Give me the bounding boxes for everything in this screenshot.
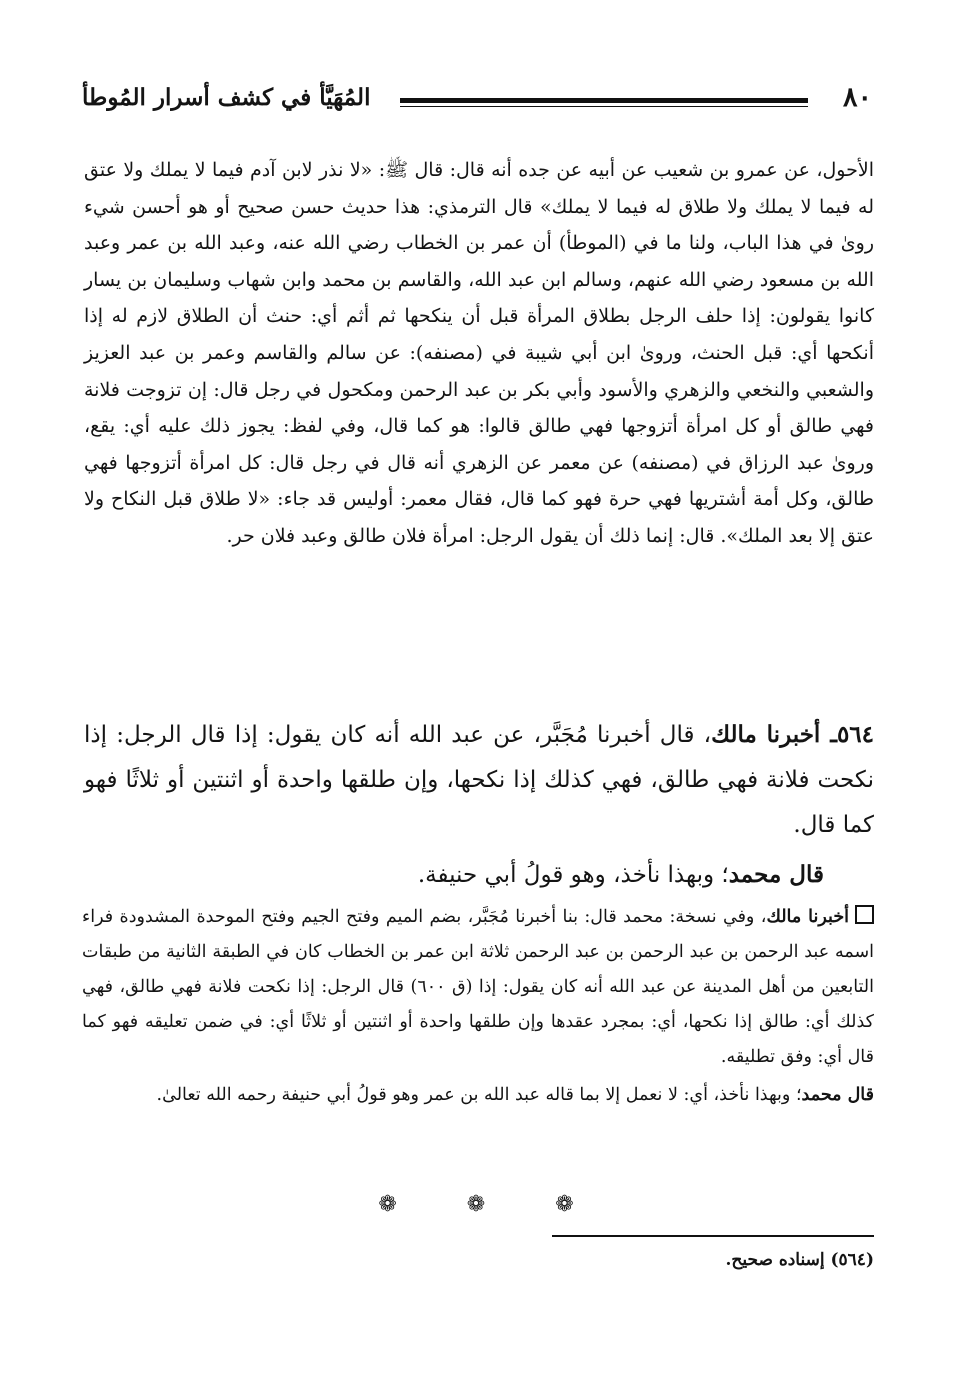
flower-ornament-icon: ❁ bbox=[466, 1192, 496, 1217]
section-separator bbox=[0, 1192, 962, 1217]
header-rule bbox=[400, 98, 808, 107]
hadith-number-label: ٥٦٤ـ أخبرنا مالك bbox=[711, 721, 874, 748]
square-bullet-icon bbox=[855, 905, 874, 924]
hadith-text-block bbox=[84, 712, 874, 848]
muhammad-statement bbox=[84, 852, 874, 898]
muhammad-label: قال محمد bbox=[728, 861, 824, 888]
commentary-text-2: ؛ وبهذا نأخذ، أي: لا نعمل إلا بما قاله عبد الله بن عمر وهو قولُ أبي حنيفة رحمه الله تعالىٰ. bbox=[156, 1085, 802, 1105]
commentary-text-1: ، وفي نسخة: محمد قال: بنا أخبرنا مُجَبَّر، بضم الميم وفتح الجيم وفتح الموحدة المشدودة فراء اسمه عبد الرحمن بن عبد الرحمن بن عبد الرحمن ثلاثة ابن عمر بن الخطاب كان في الطبقة الثانية من طبقات التابعين من أهل المدينة عن عبد الله أنه كان يقول: إذا (ق ٦٠٠) قال الرجل: إذا نكحت فلانة فهي طالق، فهي كذلك أي: طالق إذا نكحها، أي: بمجرد عقدها وإن طلقها واحدة أو اثنتين أو ثلاثًا أي: في ضمن تعليقه فهو كما قال أي: وفق تطليقه. bbox=[82, 907, 874, 1067]
flower-ornament-icon: ❁ bbox=[555, 1192, 584, 1217]
commentary-paragraph-1 bbox=[82, 900, 874, 1075]
muhammad-text: ؛ وبهذا نأخذ، وهو قولُ أبي حنيفة. bbox=[417, 862, 729, 888]
hadith-564 bbox=[84, 712, 874, 898]
footnote-rule bbox=[552, 1235, 874, 1237]
footnote: (٥٦٤) إسناده صحيح. bbox=[725, 1250, 874, 1270]
flower-ornament-icon: ❁ bbox=[378, 1192, 407, 1217]
commentary-paragraph-2 bbox=[82, 1078, 874, 1113]
hadith-text: ، قال أخبرنا مُجَبَّر، عن عبد الله أنه كان يقول: إذا قال الرجل: إذا نكحت فلانة فهي طالق، فهي كذلك إذا نكحها، وإن طلقها واحدة أو اثنتين أو ثلاثًا فهو كما قال. bbox=[84, 722, 874, 838]
commentary bbox=[82, 900, 874, 1113]
main-paragraph: الأحول، عن عمرو بن شعيب عن أبيه عن جده أنه قال: قال ﷺ: «لا نذر لابن آدم فيما لا يملك ولا عتق له فيما لا يملك ولا طلاق له فيما لا يملك» قال الترمذي: هذا حديث حسن صحيح أو هو أحسن شيء روىٰ في هذا الباب، ولنا ما في (الموطأ) أن عمر بن الخطاب رضي الله عنه، وعبد الله بن عمر وعبد الله بن مسعود رضي الله عنهم، وسالم ابن عبد الله، والقاسم بن محمد وابن شهاب وسليمان بن يسار كانوا يقولون: إذا حلف الرجل بطلاق المرأة قبل أن ينكحها ثم أثم أي: حنث أن الطلاق لازم له إذا أنكحها أي: قبل الحنث، وروىٰ ابن أبي شيبة في (مصنفه): عن سالم والقاسم وعمر بن عبد العزيز والشعبي والنخعي والزهري والأسود وأبي بكر بن عبد الرحمن ومكحول في رجل قال: إن تزوجت فلانة فهي طالق أو كل امرأة أتزوجها فهي طالق قالوا: هو كما قال، وفي لفظ: يجوز ذلك عليه أي: يقع، وروىٰ عبد الرزاق في (مصنفه) عن معمر عن الزهري أنه قال في رجل قال: كل امرأة أتزوجها فهي طالق، وكل أمة أشتريها فهي حرة فهو كما قال، فقال معمر: أوليس قد جاء: «لا طلاق قبل النكاح ولا عتق إلا بعد الملك». قال: إنما ذلك أن يقول الرجل: امرأة فلان طالق وعبد فلان حر. bbox=[84, 159, 874, 547]
book-title: المُهَيَّأ في كشف أسرار المُوطأ bbox=[82, 84, 371, 111]
commentary-label-1: أخبرنا مالك bbox=[766, 907, 850, 927]
page-header bbox=[82, 80, 872, 124]
commentary-label-2: قال محمد bbox=[801, 1085, 874, 1105]
page-number: ٨٠ bbox=[842, 82, 872, 113]
